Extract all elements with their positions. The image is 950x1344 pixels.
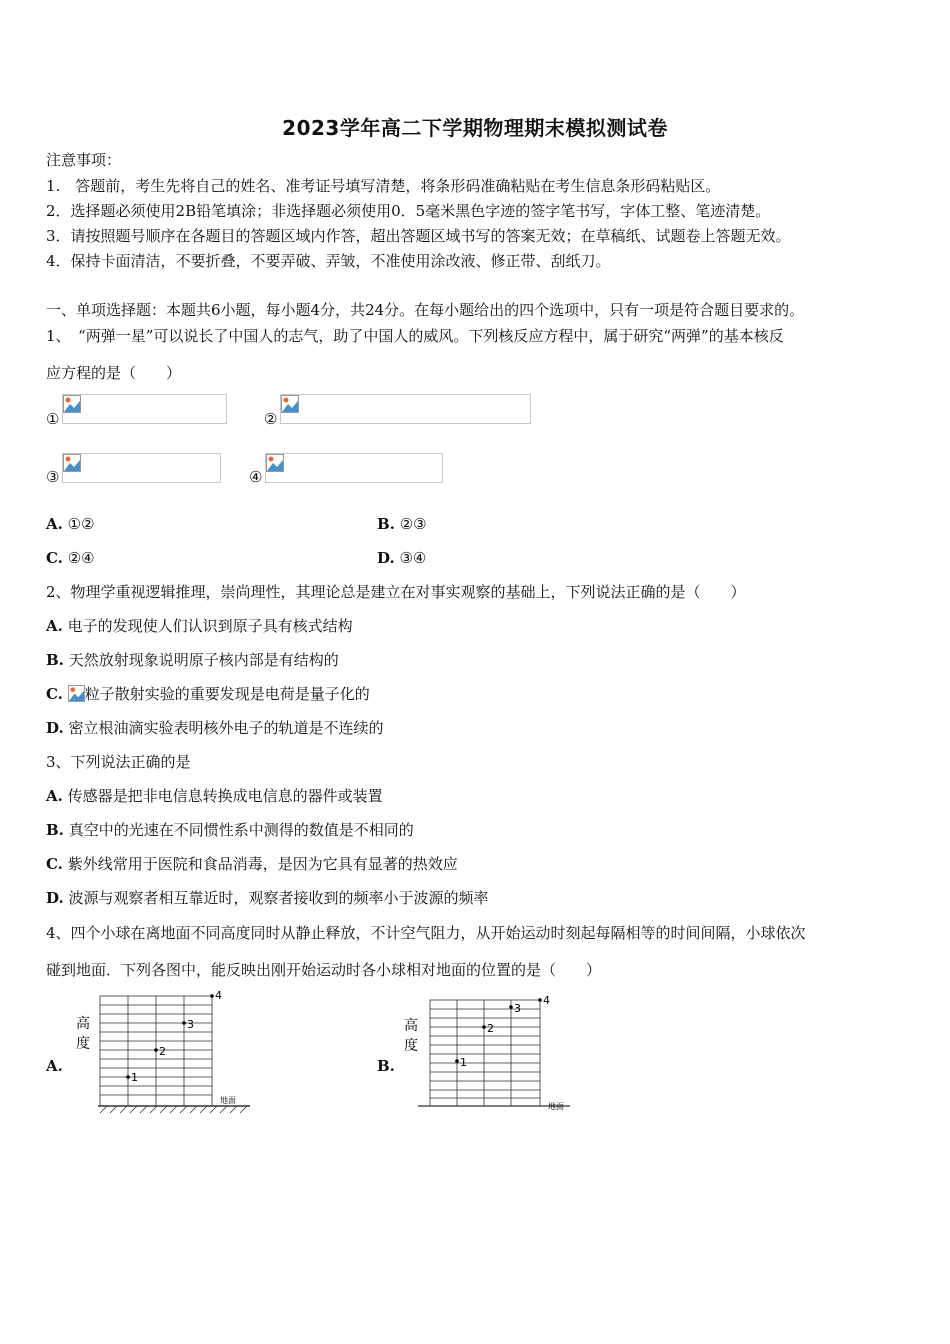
broken-image-icon: [68, 685, 85, 702]
notice-heading: 注意事项：: [46, 151, 122, 169]
ball-marker: [455, 1059, 459, 1063]
option-d[interactable]: [46, 888, 489, 908]
ball-label: 2: [159, 1045, 166, 1058]
ball-label: 1: [131, 1071, 138, 1084]
option-key: D.: [46, 719, 64, 737]
question-1-stem-cont: 应方程的是（ ）: [46, 364, 182, 382]
ball-marker: [538, 998, 542, 1002]
option-b-key[interactable]: B.: [377, 1057, 395, 1075]
ball-marker: [509, 1005, 513, 1009]
ball-label: 1: [460, 1056, 467, 1069]
broken-image-icon: [281, 395, 299, 413]
option-key: C.: [46, 855, 63, 873]
option-b[interactable]: [46, 820, 414, 840]
option-key: B.: [46, 821, 64, 839]
option-key: A.: [46, 787, 63, 805]
option-b[interactable]: [377, 514, 427, 534]
broken-image-icon: [63, 454, 81, 472]
option-a[interactable]: [46, 786, 383, 806]
notice-item: 2．选择题必须使用2B铅笔填涂；非选择题必须使用0．5毫米黑色字迹的签字笔书写，字体工整、笔迹清楚。: [46, 202, 771, 220]
ball-marker: [126, 1075, 130, 1079]
option-text: 密立根油滴实验表明核外电子的轨道是不连续的: [68, 719, 384, 737]
question-3-stem: 3、下列说法正确的是: [46, 753, 191, 771]
option-d[interactable]: [377, 548, 426, 568]
option-key: C.: [46, 549, 63, 567]
option-text: ③④: [399, 549, 427, 567]
broken-image-icon: [63, 395, 81, 413]
option-a-key[interactable]: A.: [46, 1057, 63, 1075]
option-key: A.: [46, 515, 63, 533]
ball-label: 2: [487, 1022, 494, 1035]
question-4-stem-cont: 碰到地面．下列各图中，能反映出刚开始运动时各小球相对地面的位置的是（ ）: [46, 961, 602, 979]
axis-label: 度: [76, 1036, 90, 1052]
option-key: C.: [46, 685, 63, 703]
option-text: 紫外线常用于医院和食品消毒，是因为它具有显著的热效应: [67, 855, 458, 873]
ball-marker: [210, 994, 214, 998]
ground-label: 地面: [220, 1096, 236, 1105]
ball-marker: [154, 1048, 158, 1052]
option-a[interactable]: [46, 616, 353, 636]
equation-image: [280, 394, 531, 424]
option-key: B.: [46, 651, 64, 669]
axis-label: 高: [76, 1016, 90, 1032]
option-key: A.: [46, 617, 63, 635]
option-text: ①②: [67, 515, 95, 533]
page-title: 2023学年高二下学期物理期末模拟测试卷: [282, 116, 668, 140]
question-1-stem: 1、 “两弹一星”可以说长了中国人的志气，助了中国人的威风。下列核反应方程中，属于研究“两弹”的基本核反: [46, 327, 784, 345]
ball-marker: [482, 1025, 486, 1029]
equation-image: [62, 394, 227, 424]
axis-label: 高: [404, 1018, 418, 1034]
question-4-stem: 4、四个小球在离地面不同高度同时从静止释放，不计空气阻力，从开始运动时刻起每隔相等的时间间隔，小球依次: [46, 924, 806, 942]
equation-label: ③: [46, 468, 60, 486]
option-a-diagram: [70, 988, 260, 1118]
ball-label: 4: [215, 989, 222, 1002]
ground-label: 地面: [548, 1102, 564, 1111]
notice-item: 4．保持卡面清洁，不要折叠，不要弄破、弄皱，不准使用涂改液、修正带、刮纸刀。: [46, 252, 611, 270]
option-b[interactable]: [46, 650, 339, 670]
section-heading: 一、单项选择题：本题共6小题，每小题4分，共24分。在每小题给出的四个选项中，只有一项是符合题目要求的。: [46, 301, 805, 319]
ball-marker: [182, 1021, 186, 1025]
axis-label: 度: [404, 1038, 418, 1054]
equation-image: [265, 453, 443, 483]
option-key: B.: [377, 515, 395, 533]
option-c[interactable]: [46, 548, 95, 568]
ball-label: 3: [187, 1018, 194, 1031]
option-b-diagram: [400, 992, 580, 1117]
equation-label: ②: [264, 410, 278, 428]
notice-item: 3．请按照题号顺序在各题目的答题区域内作答，超出答题区域书写的答案无效；在草稿纸、试题卷上答题无效。: [46, 227, 791, 245]
option-text: 波源与观察者相互靠近时，观察者接收到的频率小于波源的频率: [68, 889, 489, 907]
option-c[interactable]: [46, 684, 370, 704]
equation-label: ④: [249, 468, 263, 486]
ball-label: 4: [543, 994, 550, 1007]
option-text: ②③: [399, 515, 427, 533]
equation-image: [62, 453, 221, 483]
option-a[interactable]: [46, 514, 95, 534]
option-key: D.: [377, 549, 395, 567]
question-2-stem: 2、物理学重视逻辑推理，崇尚理性，其理论总是建立在对事实观察的基础上，下列说法正确的是（ ）: [46, 583, 746, 601]
option-text: 粒子散射实验的重要发现是电荷是量子化的: [84, 685, 370, 703]
notice-item: 1. 答题前，考生先将自己的姓名、准考证号填写清楚，将条形码准确粘贴在考生信息条形码粘贴区。: [46, 177, 721, 195]
option-text: 电子的发现使人们认识到原子具有核式结构: [67, 617, 353, 635]
option-d[interactable]: [46, 718, 384, 738]
ball-label: 3: [514, 1002, 521, 1015]
option-text: 天然放射现象说明原子核内部是有结构的: [68, 651, 339, 669]
broken-image-icon: [266, 454, 284, 472]
option-text: ②④: [67, 549, 95, 567]
option-text: 真空中的光速在不同惯性系中测得的数值是不相同的: [68, 821, 414, 839]
option-key: D.: [46, 889, 64, 907]
option-text: 传感器是把非电信息转换成电信息的器件或装置: [67, 787, 383, 805]
equation-label: ①: [46, 410, 60, 428]
option-c[interactable]: [46, 854, 458, 874]
